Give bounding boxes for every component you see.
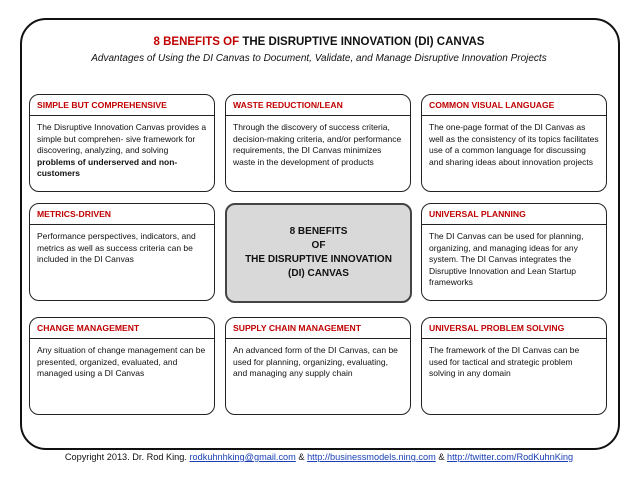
card-text: The framework of the DI Canvas can be used for tactical and strategic problem solving in any domain — [429, 345, 580, 379]
center-line-2: OF — [311, 240, 326, 251]
card-text: The DI Canvas can be used for planning, organizing, and managing ideas for any system. The DI Canvas integrates the Disruptive Innovation and Lean Startup frameworks — [429, 231, 584, 288]
separator: & — [295, 452, 308, 462]
card-title: SIMPLE BUT COMPREHENSIVE — [30, 95, 214, 116]
title-rest: THE DISRUPTIVE INNOVATION (DI) CANVAS — [239, 36, 485, 48]
card-title: SUPPLY CHAIN MANAGEMENT — [226, 318, 410, 339]
card-title: METRICS-DRIVEN — [30, 204, 214, 225]
center-line-3: THE DISRUPTIVE INNOVATION — [245, 254, 392, 265]
card-title: WASTE REDUCTION/LEAN — [226, 95, 410, 116]
center-line-1: 8 BENEFITS — [289, 226, 348, 237]
page-subtitle: Advantages of Using the DI Canvas to Document, Validate, and Manage Disruptive Innovation Projects — [91, 53, 547, 64]
card-common-visual-language — [421, 94, 607, 192]
card-supply-chain-management — [225, 317, 411, 415]
card-waste-reduction — [225, 94, 411, 192]
card-text: Any situation of change management can be presented, organized, evaluated, and managed using a DI Canvas — [37, 345, 206, 379]
card-text: Performance perspectives, indicators, and metrics as well as success criteria can be included in the DI Canvas — [37, 231, 196, 265]
card-simple-but-comprehensive — [29, 94, 215, 192]
page-title — [0, 36, 638, 48]
card-title: UNIVERSAL PROBLEM SOLVING — [422, 318, 606, 339]
card-change-management — [29, 317, 215, 415]
copyright-text: Copyright 2013. Dr. Rod King. — [64, 452, 190, 462]
ning-link[interactable]: http://businessmodels.ning.com — [307, 452, 436, 462]
title-highlight: 8 BENEFITS OF — [153, 36, 240, 48]
card-text-bold: problems of underserved and non-customers — [37, 156, 178, 179]
card-text-plain: The Disruptive Innovation Canvas provides a simple but comprehen- sive framework for discovering, analyzing, and solving — [37, 122, 207, 156]
center-benefits-box — [225, 203, 412, 303]
card-text: Through the discovery of success criteria, decision-making criteria, and/or performance requirements, the DI Canvas minimizes waste in the development of products — [233, 122, 402, 167]
card-metrics-driven — [29, 203, 215, 301]
card-title: CHANGE MANAGEMENT — [30, 318, 214, 339]
center-line-4: (DI) CANVAS — [288, 268, 349, 279]
card-universal-planning — [421, 203, 607, 301]
card-text — [30, 116, 214, 184]
twitter-link[interactable]: http://twitter.com/RodKuhnKing — [447, 452, 574, 462]
copyright-footer — [0, 452, 638, 462]
email-link[interactable]: rodkuhnhking@gmail.com — [189, 452, 296, 462]
card-universal-problem-solving — [421, 317, 607, 415]
card-title: COMMON VISUAL LANGUAGE — [422, 95, 606, 116]
card-text: An advanced form of the DI Canvas, can be used for planning, organizing, evaluating, and managing any supply chain — [233, 345, 398, 379]
separator: & — [435, 452, 447, 462]
card-text: The one-page format of the DI Canvas as well as the consistency of its topics facilitates use of a common language for discussing and sharing ideas about innovation projects — [429, 122, 599, 167]
card-title: UNIVERSAL PLANNING — [422, 204, 606, 225]
